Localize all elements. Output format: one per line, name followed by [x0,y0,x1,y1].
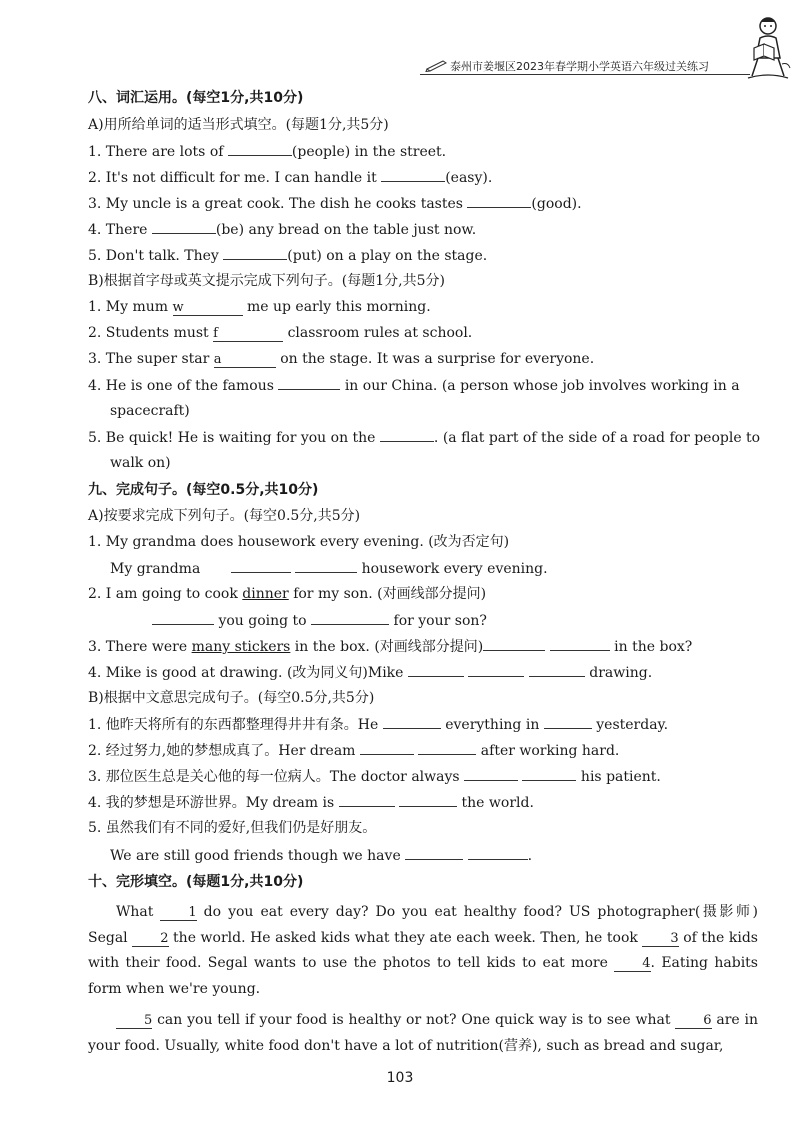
s9b-item-5-answer: We are still good friends though we have . [110,845,790,866]
answer-blank[interactable] [381,167,445,182]
s9b-item-2: 2. 经过努力,她的梦想成真了。Her dream after working hard. [88,740,768,761]
section-8a-heading: A)用所给单词的适当形式填空。(每题1分,共5分) [88,117,389,133]
cloze-paragraph-2: 5 can you tell if your food is healthy or not? One quick way is to see what 6 are in your food. Usually, white food don't have a lot of nutrition(营养), such as bread and sugar, [88,1012,758,1054]
answer-blank[interactable] [399,792,457,807]
answer-blank[interactable] [152,219,216,234]
answer-blank[interactable] [468,845,528,860]
cloze-blank-5[interactable]: 5 [116,1014,152,1029]
answer-blank[interactable] [380,427,434,442]
header-rule [420,74,750,75]
s9b-item-5: 5. 虽然我们有不同的爱好,但我们仍是好朋友。 [88,820,377,836]
s8b-item-5-cont: walk on) [110,455,171,471]
reading-figure-icon [742,14,794,82]
cloze-paragraph-1: What 1 do you eat every day? Do you eat healthy food? US photographer(摄影师) Segal 2 the world. He asked kids what they ate each week. Then, he took 3 of the kids with their food. Segal wants to use the photos to tell kids to eat more 4. Eating habits form when we're young. [88,904,758,997]
s8b-item-4: 4. He is one of the famous in our China. (a person whose job involves working in a [88,375,768,396]
s9b-item-4: 4. 我的梦想是环游世界。My dream is the world. [88,792,768,813]
section-8b-heading: B)根据首字母或英文提示完成下列句子。(每题1分,共5分) [88,273,445,289]
s9a-item-2: 2. I am going to cook dinner for my son. (对画线部分提问) [88,586,487,602]
answer-blank[interactable] [405,845,463,860]
answer-blank[interactable] [295,558,357,573]
header-title: 泰州市姜堰区2023年春学期小学英语六年级过关练习 [450,60,709,73]
section-9a-heading: A)按要求完成下列句子。(每空0.5分,共5分) [88,508,361,524]
s9a-item-1-answer: My grandma housework every evening. [110,558,790,579]
cloze-blank-4[interactable]: 4 [614,957,650,972]
underlined-target: dinner [242,586,289,602]
page-header [0,0,800,85]
section-10-heading: 十、完形填空。(每题1分,共10分) [88,874,304,890]
s9a-item-2-answer: you going to for your son? [88,610,768,631]
section-9b-heading: B)根据中文意思完成句子。(每空0.5分,共5分) [88,690,375,706]
answer-blank[interactable] [278,375,340,390]
answer-blank[interactable] [383,714,441,729]
section-8-heading: 八、词汇运用。(每空1分,共10分) [88,90,304,106]
s8a-item-4: 4. There (be) any bread on the table just now. [88,219,768,240]
cloze-blank-6[interactable]: 6 [675,1014,711,1029]
answer-blank[interactable] [418,740,476,755]
answer-blank[interactable] [483,636,545,651]
answer-blank[interactable]: w [173,301,243,316]
s9b-item-3: 3. 那位医生总是关心他的每一位病人。The doctor always his patient. [88,766,768,787]
answer-blank[interactable] [360,740,414,755]
s8a-item-2: 2. It's not difficult for me. I can handle it (easy). [88,167,768,188]
answer-blank[interactable] [339,792,395,807]
s9a-item-3: 3. There were many stickers in the box. (对画线部分提问) in the box? [88,636,768,657]
answer-blank[interactable] [311,610,389,625]
cloze-blank-1[interactable]: 1 [160,906,196,921]
page-number: 103 [386,1070,414,1086]
answer-blank[interactable] [522,766,576,781]
answer-blank[interactable] [228,141,292,156]
s8b-item-4-cont: spacecraft) [110,403,190,419]
s8a-item-3: 3. My uncle is a great cook. The dish he cooks tastes (good). [88,193,768,214]
section-9-heading: 九、完成句子。(每空0.5分,共10分) [88,482,319,498]
s8a-item-5: 5. Don't talk. They (put) on a play on the stage. [88,245,768,266]
cloze-blank-2[interactable]: 2 [132,932,168,947]
answer-blank[interactable] [152,610,214,625]
answer-blank[interactable] [223,245,287,260]
s8b-item-2: 2. Students must f classroom rules at school. [88,325,473,341]
answer-blank[interactable] [544,714,592,729]
s8b-item-3: 3. The super star a on the stage. It was a surprise for everyone. [88,351,595,367]
answer-blank[interactable]: a [214,353,276,368]
answer-blank[interactable]: f [213,327,283,342]
answer-blank[interactable] [468,662,524,677]
pen-icon [425,58,449,72]
answer-blank[interactable] [550,636,610,651]
answer-blank[interactable] [464,766,518,781]
s8a-item-1: 1. There are lots of (people) in the street. [88,141,768,162]
answer-blank[interactable] [467,193,531,208]
cloze-blank-3[interactable]: 3 [642,932,678,947]
s8b-item-5: 5. Be quick! He is waiting for you on the . (a flat part of the side of a road for people to [88,427,768,448]
answer-blank[interactable] [231,558,291,573]
underlined-target: many stickers [191,639,291,655]
s9b-item-1: 1. 他昨天将所有的东西都整理得井井有条。He everything in yesterday. [88,714,768,735]
answer-blank[interactable] [529,662,585,677]
answer-blank[interactable] [408,662,464,677]
s9a-item-1: 1. My grandma does housework every evening. (改为否定句) [88,534,510,550]
s9a-item-4: 4. Mike is good at drawing. (改为同义句)Mike drawing. [88,662,768,683]
s8b-item-1: 1. My mum w me up early this morning. [88,299,431,315]
